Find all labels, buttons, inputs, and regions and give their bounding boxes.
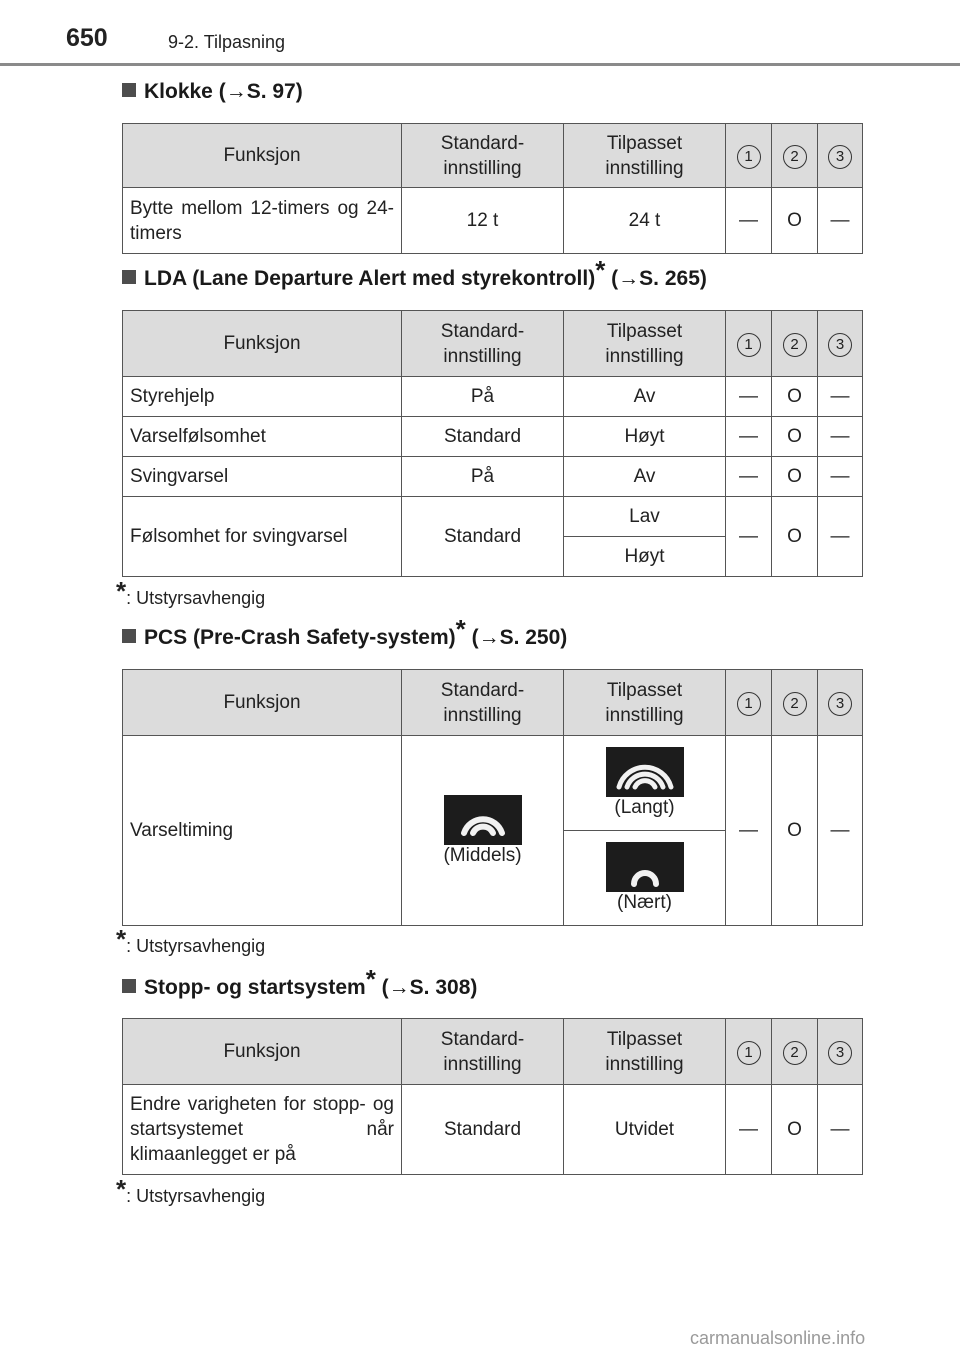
cell-c1: —: [726, 497, 772, 577]
cell-funksjon: Varseltiming: [123, 736, 402, 926]
col-header-funksjon: Funksjon: [123, 1019, 402, 1085]
cell-c3: —: [818, 417, 863, 457]
cell-c3: —: [818, 457, 863, 497]
cell-tilpasset: Utvidet: [564, 1085, 726, 1175]
page-number: 650: [66, 24, 108, 52]
square-bullet-icon: [122, 629, 136, 643]
col-header-1: 1: [726, 670, 772, 736]
col-header-standard: Standard- innstilling: [402, 311, 564, 377]
settings-table-pcs: [122, 669, 863, 926]
col-header-tilpasset: Tilpasset innstilling: [564, 1019, 726, 1085]
square-bullet-icon: [122, 83, 136, 97]
footnote-star: *: [116, 576, 127, 606]
cell-funksjon: Svingvarsel: [123, 457, 402, 497]
square-bullet-icon: [122, 270, 136, 284]
cell-tilpasset: Av: [564, 377, 726, 417]
col-header-standard: Standard- innstilling: [402, 1019, 564, 1085]
col-header-1: 1: [726, 124, 772, 188]
col-header-standard: Standard- innstilling: [402, 670, 564, 736]
cell-c2: O: [772, 188, 818, 254]
col-header-funksjon: Funksjon: [123, 311, 402, 377]
footnote-star: *: [365, 964, 376, 994]
col-header-2: 2: [772, 670, 818, 736]
col-header-funksjon: Funksjon: [123, 124, 402, 188]
col-header-tilpasset: Tilpasset innstilling: [564, 670, 726, 736]
col-header-2: 2: [772, 1019, 818, 1085]
settings-table-klokke: [122, 123, 863, 254]
cell-c1: —: [726, 188, 772, 254]
col-header-1: 1: [726, 1019, 772, 1085]
arrow-icon: →: [618, 267, 640, 290]
cell-tilpasset-option: Høyt: [564, 537, 726, 577]
cell-tilpasset: Høyt: [564, 417, 726, 457]
cell-c3: —: [818, 377, 863, 417]
cell-funksjon: Endre varigheten for stopp- og startsystemet når klimaanlegget er på: [123, 1085, 402, 1175]
page-reference: S. 308): [409, 976, 478, 999]
cell-tilpasset-option: [564, 831, 726, 926]
col-header-3: 3: [818, 1019, 863, 1085]
table-row: [123, 736, 863, 831]
footnote-star: *: [116, 1174, 127, 1204]
cell-c2: O: [772, 736, 818, 926]
footnote-star: *: [455, 614, 466, 644]
col-header-funksjon: Funksjon: [123, 670, 402, 736]
table-row: [123, 457, 863, 497]
alert-icon-far: [606, 747, 684, 797]
footnote-star: *: [116, 924, 127, 954]
col-header-tilpasset: Tilpasset innstilling: [564, 311, 726, 377]
table-header-row: [123, 1019, 863, 1085]
arrow-icon: →: [225, 80, 247, 103]
page-reference: S. 265): [639, 267, 707, 290]
alert-icon-medium: [444, 795, 522, 845]
cell-c2: O: [772, 497, 818, 577]
icon-caption: (Langt): [614, 797, 675, 818]
square-bullet-icon: [122, 979, 136, 993]
col-header-2: 2: [772, 124, 818, 188]
table-header-row: [123, 311, 863, 377]
cell-c3: —: [818, 188, 863, 254]
col-header-3: 3: [818, 670, 863, 736]
cell-c1: —: [726, 457, 772, 497]
cell-standard: [402, 736, 564, 926]
cell-standard: Standard: [402, 497, 564, 577]
cell-tilpasset: Av: [564, 457, 726, 497]
cell-c3: —: [818, 1085, 863, 1175]
cell-c3: —: [818, 736, 863, 926]
table-row: [123, 417, 863, 457]
table-header-row: [123, 124, 863, 188]
table-row: [123, 497, 863, 537]
section-title-stopp: Stopp- og startsystem* (→S. 308): [122, 976, 477, 1000]
cell-c2: O: [772, 377, 818, 417]
section-title-lda: LDA (Lane Departure Alert med styrekontroll)* (→S. 265): [122, 267, 707, 291]
table-row: [123, 1085, 863, 1175]
page-reference: S. 250): [499, 626, 568, 649]
page-reference: S. 97): [246, 80, 303, 103]
cell-standard: Standard: [402, 1085, 564, 1175]
cell-tilpasset-option: [564, 736, 726, 831]
footnote-star: *: [595, 255, 606, 285]
cell-standard: På: [402, 377, 564, 417]
col-header-3: 3: [818, 124, 863, 188]
section-title-klokke: Klokke (→S. 97): [122, 80, 303, 104]
cell-c1: —: [726, 736, 772, 926]
col-header-tilpasset: Tilpasset innstilling: [564, 124, 726, 188]
cell-funksjon: Varselfølsomhet: [123, 417, 402, 457]
chapter-title: 9-2. Tilpasning: [168, 32, 286, 52]
watermark[interactable]: carmanualsonline.info: [690, 1328, 866, 1348]
header-divider: [0, 63, 960, 66]
page-header: [0, 0, 960, 68]
cell-standard: 12 t: [402, 188, 564, 254]
cell-tilpasset-option: Lav: [564, 497, 726, 537]
footnote: *: Utstyrsavhengig: [116, 924, 266, 956]
alert-icon-near: [606, 842, 684, 892]
cell-funksjon: Bytte mellom 12-timers og 24-timers: [123, 188, 402, 254]
cell-c1: —: [726, 377, 772, 417]
cell-c2: O: [772, 1085, 818, 1175]
icon-caption: (Nært): [617, 892, 672, 913]
cell-standard: Standard: [402, 417, 564, 457]
section-title-pcs: PCS (Pre-Crash Safety-system)* (→S. 250): [122, 626, 567, 650]
table-header-row: [123, 670, 863, 736]
cell-c1: —: [726, 1085, 772, 1175]
cell-funksjon: Styrehjelp: [123, 377, 402, 417]
col-header-2: 2: [772, 311, 818, 377]
settings-table-lda: [122, 310, 863, 577]
cell-standard: På: [402, 457, 564, 497]
footnote: *: Utstyrsavhengig: [116, 576, 266, 608]
cell-c2: O: [772, 457, 818, 497]
settings-table-stopp: [122, 1018, 863, 1175]
arrow-icon: →: [478, 626, 500, 649]
col-header-3: 3: [818, 311, 863, 377]
col-header-standard: Standard- innstilling: [402, 124, 564, 188]
table-row: [123, 377, 863, 417]
cell-funksjon: Følsomhet for svingvarsel: [123, 497, 402, 577]
arrow-icon: →: [388, 976, 410, 999]
icon-caption: (Middels): [443, 844, 522, 866]
col-header-1: 1: [726, 311, 772, 377]
table-row: [123, 188, 863, 254]
cell-c1: —: [726, 417, 772, 457]
cell-c2: O: [772, 417, 818, 457]
cell-c3: —: [818, 497, 863, 577]
footnote: *: Utstyrsavhengig: [116, 1174, 266, 1206]
cell-tilpasset: 24 t: [564, 188, 726, 254]
